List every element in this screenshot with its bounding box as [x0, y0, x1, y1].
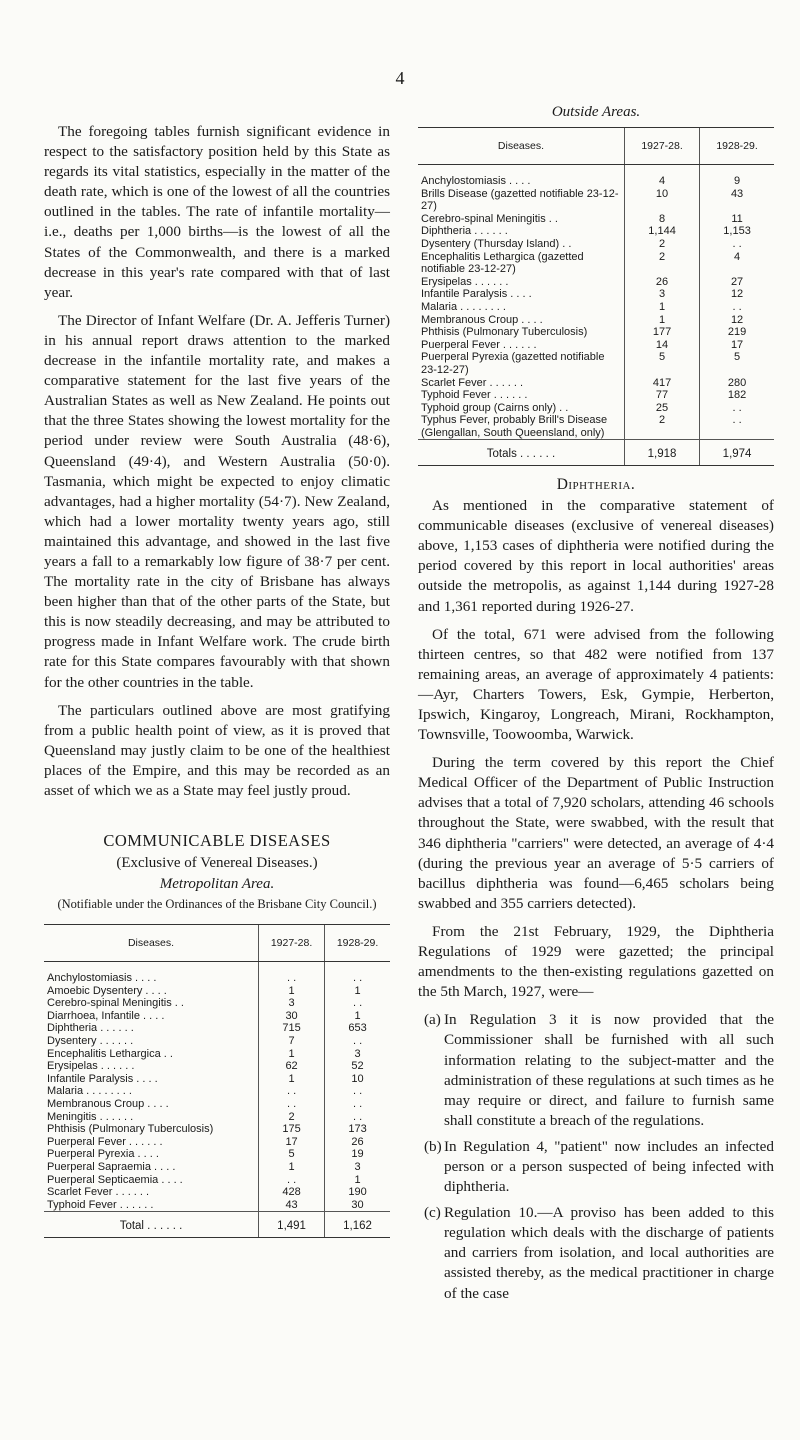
count-1928-29-cell: 653	[325, 1022, 390, 1035]
count-1928-29-cell: . .	[325, 1098, 390, 1111]
table-row	[418, 188, 774, 213]
disease-name-cell: Erysipelas . . . . . .	[421, 275, 509, 288]
regulation-c	[418, 1203, 774, 1303]
table-row	[418, 165, 774, 188]
count-1927-28-cell: 1	[259, 985, 325, 998]
count-1927-28-cell: 8	[624, 213, 699, 226]
disease-name-cell: Typhoid Fever . . . . . .	[421, 389, 528, 402]
table-row	[44, 1060, 390, 1073]
disease-name-cell: Encephalitis Lethargica (gazetted notifiable 23-12-27)	[421, 250, 584, 276]
count-1927-28-cell: 3	[259, 997, 325, 1010]
count-1927-28-cell: 1	[259, 1048, 325, 1061]
regulation-b-text: In Regulation 4, "patient" now includes an infected person or a person suspected of being infected with diphtheria.	[444, 1137, 774, 1196]
count-1928-29-cell: 52	[325, 1060, 390, 1073]
regulation-c-tag: (c)	[424, 1204, 441, 1222]
count-1927-28-cell: 3	[624, 288, 699, 301]
regulation-c-text: Regulation 10.—A proviso has been added to this regulation which deals with the discharge of patients and carriers from isolation, and local authorities are assisted thereby, as the medical practitioner in charge of the case	[444, 1204, 774, 1302]
disease-name-cell: Membranous Croup . . . .	[421, 313, 543, 326]
table-row	[418, 314, 774, 327]
count-1927-28-cell: 2	[624, 238, 699, 251]
count-1928-29-cell: . .	[325, 1035, 390, 1048]
table-row	[44, 985, 390, 998]
count-1927-28-cell: 1	[259, 1161, 325, 1174]
table-row	[44, 1123, 390, 1136]
table-header-diseases: Diseases.	[44, 925, 259, 962]
disease-name-cell: Infantile Paralysis . . . .	[421, 288, 532, 301]
disease-name-cell: Amoebic Dysentery . . . .	[47, 984, 167, 997]
total-label: Total . . . . . .	[44, 1212, 259, 1238]
total-row	[44, 1212, 390, 1238]
table-row	[44, 1136, 390, 1149]
diphtheria-heading: Diphtheria.	[556, 476, 636, 494]
count-1928-29-cell: . .	[325, 1085, 390, 1098]
count-1928-29-cell: 182	[700, 389, 774, 402]
table-row	[44, 1035, 390, 1048]
diphtheria-paragraph-2: Of the total, 671 were advised from the following thirteen centres, so that 482 were notified from 137 remaining areas, an average of approximately 4 patients:—Ayr, Charters Towers, Esk, Gympie, Herberton, Ipswich, Kingaroy, Longreach, Mirani, Rockhampton, Townsville, Toowoomba, Warwick.	[418, 625, 774, 744]
disease-name-cell: Malaria . . . . . . . .	[47, 1085, 132, 1098]
count-1927-28-cell: 4	[624, 165, 699, 188]
table-row	[44, 1048, 390, 1061]
conclusion-paragraph: The particulars outlined above are most gratifying from a public health point of view, as it is proved that Queensland may justly claim to be one of the healthiest places of the Empire, and this may be recorded as an asset of which we as a State may feel justly proud.	[44, 701, 390, 799]
count-1928-29-cell: 19	[325, 1148, 390, 1161]
count-1928-29-cell: . .	[325, 962, 390, 985]
disease-name-cell: Typhoid group (Cairns only) . .	[421, 401, 569, 414]
count-1928-29-cell: 17	[700, 339, 774, 352]
disease-name-cell: Puerperal Septicaemia . . . .	[47, 1173, 183, 1186]
count-1928-29-cell: 4	[700, 251, 774, 276]
count-1928-29-cell: 3	[325, 1048, 390, 1061]
count-1927-28-cell: 715	[259, 1022, 325, 1035]
table-row	[418, 351, 774, 376]
count-1927-28-cell: 177	[624, 326, 699, 339]
disease-name-cell: Puerperal Sapraemia . . . .	[47, 1161, 176, 1173]
disease-name-cell: Anchylostomiasis . . . .	[47, 972, 157, 985]
count-1927-28-cell: . .	[259, 1174, 325, 1187]
disease-name-cell: Encephalitis Lethargica . .	[47, 1047, 173, 1060]
count-1927-28-cell: 10	[624, 188, 699, 213]
table-row	[418, 377, 774, 390]
count-1927-28-cell: 30	[259, 1010, 325, 1023]
disease-name-cell: Phthisis (Pulmonary Tuberculosis)	[47, 1123, 214, 1136]
disease-name-cell: Puerperal Pyrexia . . . .	[47, 1148, 159, 1161]
disease-name-cell: Malaria . . . . . . . .	[421, 300, 506, 313]
table-header-1928-29: 1928-29.	[325, 925, 390, 962]
total-1928-29: 1,974	[700, 440, 774, 466]
disease-name-cell: Cerebro-spinal Meningitis . .	[47, 997, 184, 1010]
count-1928-29-cell: . .	[700, 414, 774, 440]
table-row	[44, 1174, 390, 1187]
disease-name-cell: Diphtheria . . . . . .	[421, 225, 508, 238]
count-1927-28-cell: 77	[624, 389, 699, 402]
section-heading: COMMUNICABLE DISEASES	[103, 831, 331, 851]
disease-name-cell: Meningitis . . . . . .	[47, 1110, 134, 1123]
count-1927-28-cell: 2	[624, 251, 699, 276]
regulation-a	[418, 1010, 774, 1131]
intro-paragraph: The foregoing tables furnish significant evidence in respect to the satisfactory position held by this State as regards its vital statistics, especially in the matter of the death rate, which is one of the lowest of all the countries outlined in the tables. The rate of infantile mortality—i.e., deaths per 1,000 births—is the lowest of all the States of the Commonwealth, and there is a marked decrease in this year's rate compared with that of last year.	[44, 123, 390, 301]
section-subheading: (Exclusive of Venereal Diseases.)	[116, 855, 318, 872]
count-1927-28-cell: 7	[259, 1035, 325, 1048]
count-1928-29-cell: 1,153	[700, 225, 774, 238]
count-1927-28-cell: 2	[624, 414, 699, 440]
disease-name-cell: Diarrhoea, Infantile . . . .	[47, 1009, 165, 1022]
regulation-a-tag: (a)	[424, 1011, 441, 1029]
table-row	[418, 288, 774, 301]
table-row	[418, 339, 774, 352]
disease-name-cell: Puerperal Fever . . . . . .	[47, 1135, 163, 1148]
disease-name-cell: Scarlet Fever . . . . . .	[421, 376, 524, 389]
count-1927-28-cell: 62	[259, 1060, 325, 1073]
disease-name-cell: Puerperal Fever . . . . . .	[421, 338, 537, 351]
total-label: Totals . . . . . .	[418, 440, 624, 466]
table-row	[418, 225, 774, 238]
table-row	[44, 1085, 390, 1098]
count-1928-29-cell: 173	[325, 1123, 390, 1136]
count-1927-28-cell: . .	[259, 962, 325, 985]
table-row	[44, 1073, 390, 1086]
table-row	[44, 1161, 390, 1174]
count-1927-28-cell: 5	[259, 1148, 325, 1161]
count-1928-29-cell: . .	[700, 238, 774, 251]
count-1928-29-cell: 280	[700, 377, 774, 390]
ordinance-note: (Notifiable under the Ordinances of the Brisbane City Council.)	[57, 897, 377, 912]
left-column	[44, 122, 390, 1238]
table-row	[418, 414, 774, 440]
metropolitan-area-title: Metropolitan Area.	[159, 876, 275, 893]
disease-name-cell: Cerebro-spinal Meningitis . .	[421, 212, 558, 225]
outside-areas-title: Outside Areas.	[551, 104, 641, 120]
table-row	[44, 997, 390, 1010]
count-1927-28-cell: 5	[624, 351, 699, 376]
right-column	[418, 104, 774, 1310]
table-header-1927-28: 1927-28.	[624, 128, 699, 165]
table-row	[418, 238, 774, 251]
count-1928-29-cell: 5	[700, 351, 774, 376]
regulation-b-tag: (b)	[424, 1137, 442, 1155]
disease-name-cell: Infantile Paralysis . . . .	[47, 1072, 158, 1085]
count-1928-29-cell: . .	[325, 997, 390, 1010]
table-row	[418, 251, 774, 276]
table-row	[44, 1111, 390, 1124]
count-1928-29-cell: 12	[700, 288, 774, 301]
count-1928-29-cell: 1	[325, 985, 390, 998]
count-1927-28-cell: 25	[624, 402, 699, 415]
count-1927-28-cell: 1	[624, 301, 699, 314]
count-1927-28-cell: . .	[259, 1085, 325, 1098]
total-row	[418, 440, 774, 466]
count-1927-28-cell: 43	[259, 1199, 325, 1212]
table-row	[418, 276, 774, 289]
disease-name-cell: Phthisis (Pulmonary Tuberculosis)	[421, 326, 588, 339]
count-1927-28-cell: 428	[259, 1186, 325, 1199]
regulation-a-text: In Regulation 3 it is now provided that the Commissioner shall be furnished with all such information relating to the subject-matter and the administration of these regulations at such times as he may require or direct, and failure to furnish same shall constitute a breach of the regulations.	[444, 1011, 774, 1129]
table-row	[44, 1098, 390, 1111]
diphtheria-paragraph-4: From the 21st February, 1929, the Diphtheria Regulations of 1929 were gazetted; the principal amendments to the then-existing regulations gazetted on the 5th March, 1927, were—	[418, 922, 774, 1001]
count-1927-28-cell: 14	[624, 339, 699, 352]
count-1928-29-cell: 9	[700, 165, 774, 188]
infant-welfare-paragraph: The Director of Infant Welfare (Dr. A. Jefferis Turner) in his annual report draws attention to the marked decrease in the infantile mortality rate, and makes a comparative statement for the last five years of the Australian States as well as New Zealand. He points out that the three States showing the lowest mortality for the period under review were South Australia (48·6), Queensland (49·4), and Western Australia (50·0). Tasmania, which might be expected to enjoy climatic advantages, had a higher mortality (54·7). New Zealand, which had a lower mortality twenty years ago, still maintained this advantage, and showed in the last five years a fall to a remarkably low figure of 38·7 per cent. The mortality rate in the city of Brisbane has always been higher than that of the other parts of the State, but this is now steadily decreasing, and may be attributed to progress made in Infant Welfare work. The crude birth rate for this State compares favourably with that shown for the other countries in the table.	[44, 311, 390, 691]
page-number: 4	[395, 68, 405, 88]
count-1927-28-cell: 17	[259, 1136, 325, 1149]
count-1928-29-cell: 190	[325, 1186, 390, 1199]
count-1928-29-cell: 27	[700, 276, 774, 289]
table-row	[418, 402, 774, 415]
count-1927-28-cell: 175	[259, 1123, 325, 1136]
outside-areas-table	[418, 127, 774, 466]
table-header-diseases: Diseases.	[418, 128, 624, 165]
disease-name-cell: Diphtheria . . . . . .	[47, 1022, 134, 1035]
count-1928-29-cell: 10	[325, 1073, 390, 1086]
count-1927-28-cell: 1,144	[624, 225, 699, 238]
table-row	[44, 962, 390, 985]
disease-name-cell: Dysentery (Thursday Island) . .	[421, 237, 572, 250]
count-1928-29-cell: 1	[325, 1174, 390, 1187]
diphtheria-paragraph-3: During the term covered by this report the Chief Medical Officer of the Department of Public Instruction advises that a total of 7,920 scholars, attending 46 schools throughout the State, were swabbed, with the result that 346 diphtheria "carriers" were detected, an average of 4·4 (during the previous year an average of 5·5 carriers of bacillus diphtheria was found—6,465 scholars being swabbed and 355 carriers detected).	[418, 754, 774, 912]
disease-name-cell: Typhus Fever, probably Brill's Disease (Glengallan, South Queensland, only)	[421, 414, 608, 439]
count-1928-29-cell: 12	[700, 314, 774, 327]
table-header-1927-28: 1927-28.	[259, 925, 325, 962]
count-1928-29-cell: 43	[700, 188, 774, 213]
count-1927-28-cell: 1	[259, 1073, 325, 1086]
table-row	[418, 301, 774, 314]
count-1927-28-cell: 2	[259, 1111, 325, 1124]
count-1927-28-cell: 417	[624, 377, 699, 390]
count-1928-29-cell: 3	[325, 1161, 390, 1174]
table-row	[418, 213, 774, 226]
count-1928-29-cell: 11	[700, 213, 774, 226]
count-1928-29-cell: . .	[325, 1111, 390, 1124]
count-1927-28-cell: 1	[624, 314, 699, 327]
metropolitan-table	[44, 924, 390, 1238]
table-row	[44, 1010, 390, 1023]
disease-name-cell: Anchylostomiasis . . . .	[421, 175, 531, 187]
disease-name-cell: Typhoid Fever . . . . . .	[47, 1198, 154, 1211]
table-row	[418, 326, 774, 339]
count-1927-28-cell: . .	[259, 1098, 325, 1111]
count-1928-29-cell: 26	[325, 1136, 390, 1149]
count-1928-29-cell: . .	[700, 301, 774, 314]
regulation-b	[418, 1137, 774, 1197]
count-1928-29-cell: 30	[325, 1199, 390, 1212]
table-row	[44, 1199, 390, 1212]
count-1928-29-cell: 1	[325, 1010, 390, 1023]
disease-name-cell: Membranous Croup . . . .	[47, 1098, 169, 1111]
disease-name-cell: Dysentery . . . . . .	[47, 1035, 134, 1048]
table-row	[418, 389, 774, 402]
count-1928-29-cell: . .	[700, 402, 774, 415]
total-1927-28: 1,491	[259, 1212, 325, 1238]
total-1927-28: 1,918	[624, 440, 699, 466]
table-row	[44, 1186, 390, 1199]
table-row	[44, 1022, 390, 1035]
disease-name-cell: Erysipelas . . . . . .	[47, 1060, 135, 1073]
disease-name-cell: Scarlet Fever . . . . . .	[47, 1186, 150, 1199]
diphtheria-paragraph-1: As mentioned in the comparative statement of communicable diseases (exclusive of venereal diseases) above, 1,153 cases of diphtheria were notified during the period covered by this report in local authorities' areas outside the metropolis, as against 1,144 during 1927-28 and 1,361 reported during 1926-27.	[418, 497, 774, 615]
disease-name-cell: Puerperal Pyrexia (gazetted notifiable 23-12-27)	[421, 351, 605, 376]
count-1928-29-cell: 219	[700, 326, 774, 339]
disease-name-cell: Brills Disease (gazetted notifiable 23-12-27)	[421, 187, 619, 213]
total-1928-29: 1,162	[325, 1212, 390, 1238]
table-header-1928-29: 1928-29.	[700, 128, 774, 165]
table-row	[44, 1148, 390, 1161]
count-1927-28-cell: 26	[624, 276, 699, 289]
